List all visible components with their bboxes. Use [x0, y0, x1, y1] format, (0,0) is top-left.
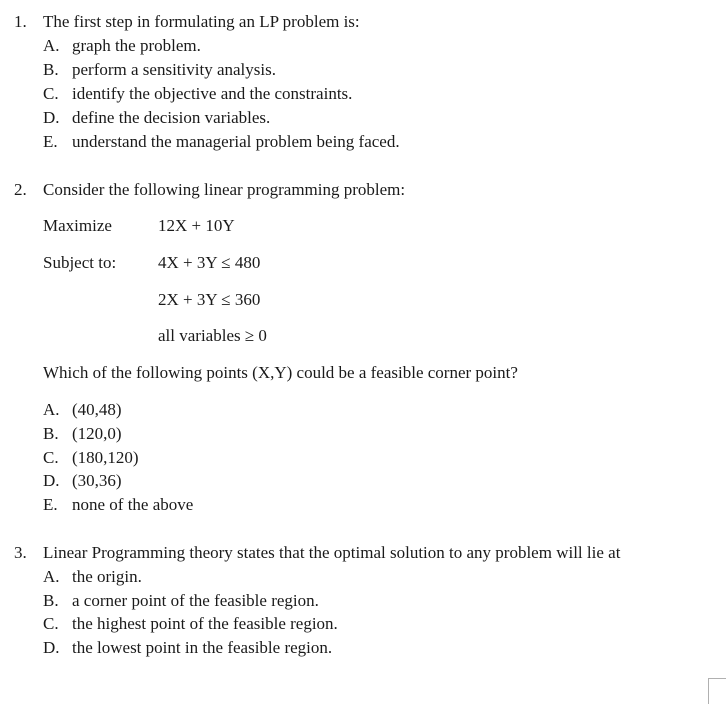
q1-option-d [43, 108, 270, 128]
constraint-1: 4X + 3Y ≤ 480 [158, 253, 261, 272]
option-text: define the decision variables. [72, 108, 271, 127]
q3-stem: Linear Programming theory states that the optimal solution to any problem will lie at [43, 543, 621, 562]
constraint-3: all variables ≥ 0 [158, 326, 267, 345]
option-text: the origin. [72, 567, 142, 586]
q1-option-e [43, 132, 400, 152]
option-text: none of the above [72, 495, 194, 514]
option-text: perform a sensitivity analysis. [72, 60, 276, 79]
q1-option-c [43, 84, 352, 104]
option-text: graph the problem. [72, 36, 201, 55]
option-letter: B. [43, 60, 59, 79]
q1-stem: The first step in formulating an LP problem is: [43, 12, 360, 31]
option-letter: A. [43, 567, 60, 586]
q3-option-a [43, 567, 142, 587]
option-letter: D. [43, 638, 60, 657]
option-text: (40,48) [72, 400, 122, 419]
q2-option-a [43, 400, 122, 420]
constraint-2: 2X + 3Y ≤ 360 [158, 290, 261, 309]
option-text: (180,120) [72, 448, 139, 467]
q1-option-a [43, 36, 201, 56]
q3-option-c [43, 614, 338, 634]
page-corner-mark [708, 678, 726, 704]
option-letter: A. [43, 400, 60, 419]
option-text: identify the objective and the constraints. [72, 84, 353, 103]
q2-question: Which of the following points (X,Y) could be a feasible corner point? [43, 363, 518, 382]
option-letter: B. [43, 591, 59, 610]
q2-option-e [43, 495, 193, 515]
q2-option-c [43, 448, 139, 468]
q3-option-d [43, 638, 332, 658]
q3-number: 3. [14, 543, 27, 562]
q3-option-b [43, 591, 319, 611]
option-letter: D. [43, 108, 60, 127]
option-text: understand the managerial problem being faced. [72, 132, 400, 151]
q1-option-b [43, 60, 276, 80]
q2-number: 2. [14, 180, 27, 199]
q1-number: 1. [14, 12, 27, 31]
option-letter: E. [43, 495, 58, 514]
q2-option-b [43, 424, 122, 444]
option-letter: A. [43, 36, 60, 55]
option-text: (30,36) [72, 471, 122, 490]
option-text: a corner point of the feasible region. [72, 591, 319, 610]
option-text: the lowest point in the feasible region. [72, 638, 333, 657]
subject-to-label: Subject to: [43, 253, 117, 272]
objective-function: 12X + 10Y [158, 216, 235, 235]
option-text: the highest point of the feasible region. [72, 614, 338, 633]
option-letter: C. [43, 84, 59, 103]
q2-option-d [43, 471, 122, 491]
maximize-label: Maximize [43, 216, 112, 235]
option-text: (120,0) [72, 424, 122, 443]
option-letter: C. [43, 614, 59, 633]
option-letter: B. [43, 424, 59, 443]
option-letter: C. [43, 448, 59, 467]
option-letter: D. [43, 471, 60, 490]
option-letter: E. [43, 132, 58, 151]
q2-stem: Consider the following linear programming problem: [43, 180, 406, 199]
